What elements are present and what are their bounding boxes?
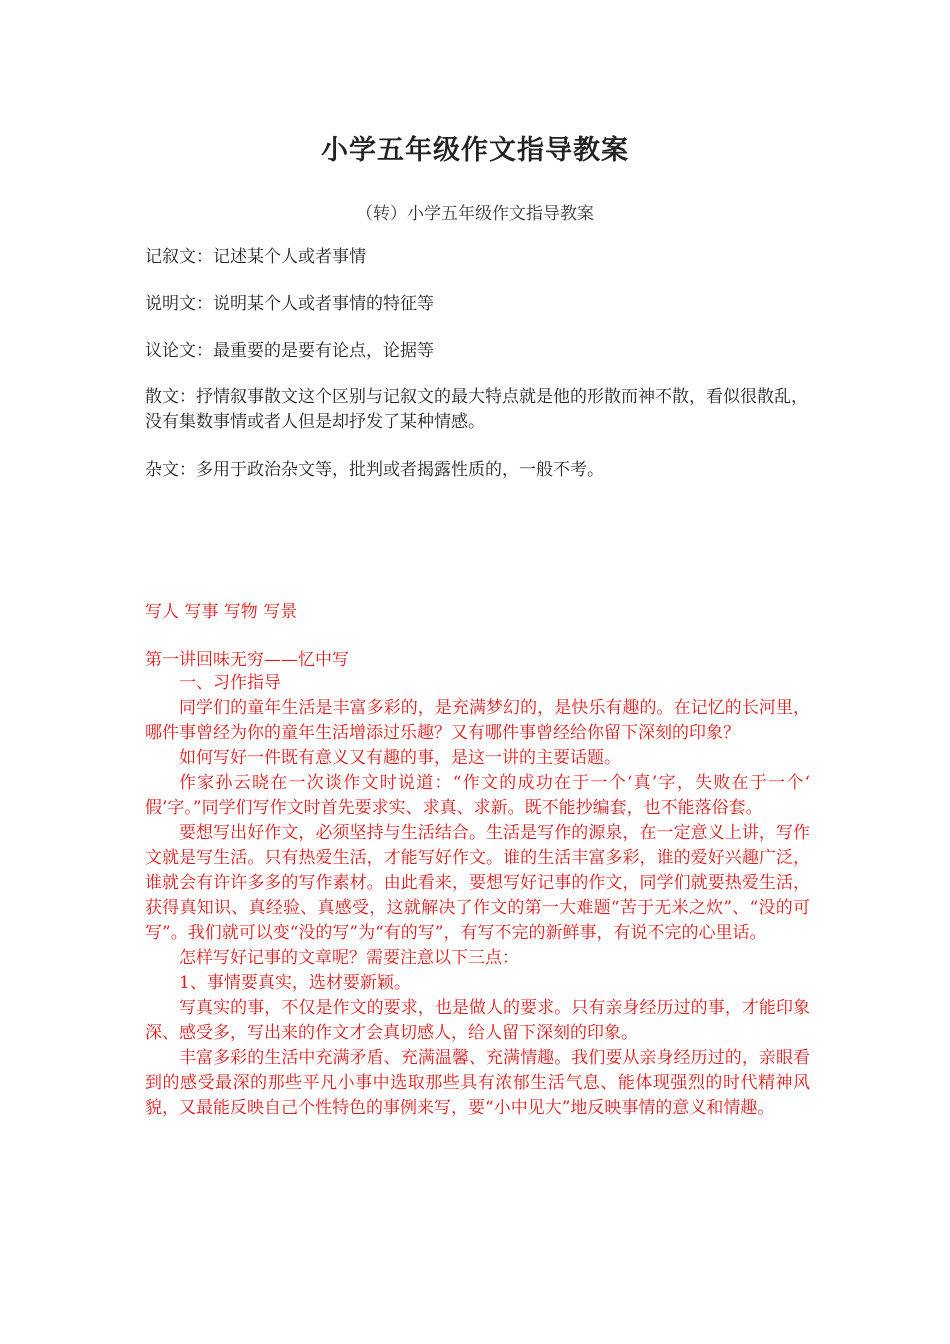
paragraph-heading: 一、习作指导 — [179, 673, 281, 693]
paragraph: 丰富多彩的生活中充满矛盾、充满温馨、充满情趣。我们要从亲身经历过的，亲眼看到的感受最深的那些平凡小事中选取那些具有浓郁生活气息、能体现强烈的时代精神风貌，又最能反映自己个性特色的事例来写，要“小中见大”地反映事情的意义和情趣。 — [145, 1048, 810, 1118]
definition-narrative: 记叙文：记述某个人或者事情 — [145, 247, 366, 267]
lecture-title: 第一讲回味无穷——忆中写 — [145, 650, 349, 670]
definition-essay: 杂文：多用于政治杂文等，批判或者揭露性质的，一般不考。 — [145, 460, 604, 480]
paragraph: 怎样写好记事的文章呢？需要注意以下三点： — [179, 948, 519, 968]
paragraph: 作家孙云晓在一次谈作文时说道：“作文的成功在于一个‘真’字，失败在于一个‘ 假’字。”同学们写作文时首先要求实、求真、求新。既不能抄编套，也不能落俗套。 — [145, 773, 827, 818]
definition-prose: 散文：抒情叙事散文这个区别与记叙文的最大特点就是他的形散而神不散，看似很散乱，没有集数事情或者人但是却抒发了某种情感。 — [145, 387, 808, 432]
paragraph: 写真实的事，不仅是作文的要求，也是做人的要求。只有亲身经历过的事，才能印象深、感受多，写出来的作文才会真切感人，给人留下深刻的印象。 — [145, 998, 810, 1043]
definition-expository: 说明文：说明某个人或者事情的特征等 — [145, 294, 434, 314]
lecture-body — [145, 671, 827, 1121]
paragraph: 如何写好一件既有意义又有趣的事，是这一讲的主要话题。 — [179, 748, 621, 768]
document-subtitle: （转）小学五年级作文指导教案 — [356, 204, 594, 224]
document-title: 小学五年级作文指导教案 — [321, 135, 629, 166]
categories-line: 写人 写事 写物 写景 — [145, 602, 298, 622]
paragraph-point: 1、事情要真实，选材要新颖。 — [179, 973, 411, 993]
paragraph: 要想写出好作文，必须坚持与生活结合。生活是写作的源泉，在一定意义上讲，写作文就是写生活。只有热爱生活，才能写好作文。谁的生活丰富多彩，谁的爱好兴趣广泛，谁就会有许许多多的写作素材。由此看来，要想写好记事的作文，同学们就要热爱生活，获得真知识、真经验、真感受，这就解决了作文的第一大难题“苦于无米之炊”、“没的可写”。我们就可以变“没的写”为“有的写”，有写不完的新鲜事，有说不完的心里话。 — [145, 823, 810, 943]
paragraph: 同学们的童年生活是丰富多彩的，是充满梦幻的，是快乐有趣的。在记忆的长河里，哪件事曾经为你的童年生活增添过乐趣？又有哪件事曾经给你留下深刻的印象？ — [145, 698, 810, 743]
definition-argumentative: 议论文：最重要的是要有论点，论据等 — [145, 341, 434, 361]
